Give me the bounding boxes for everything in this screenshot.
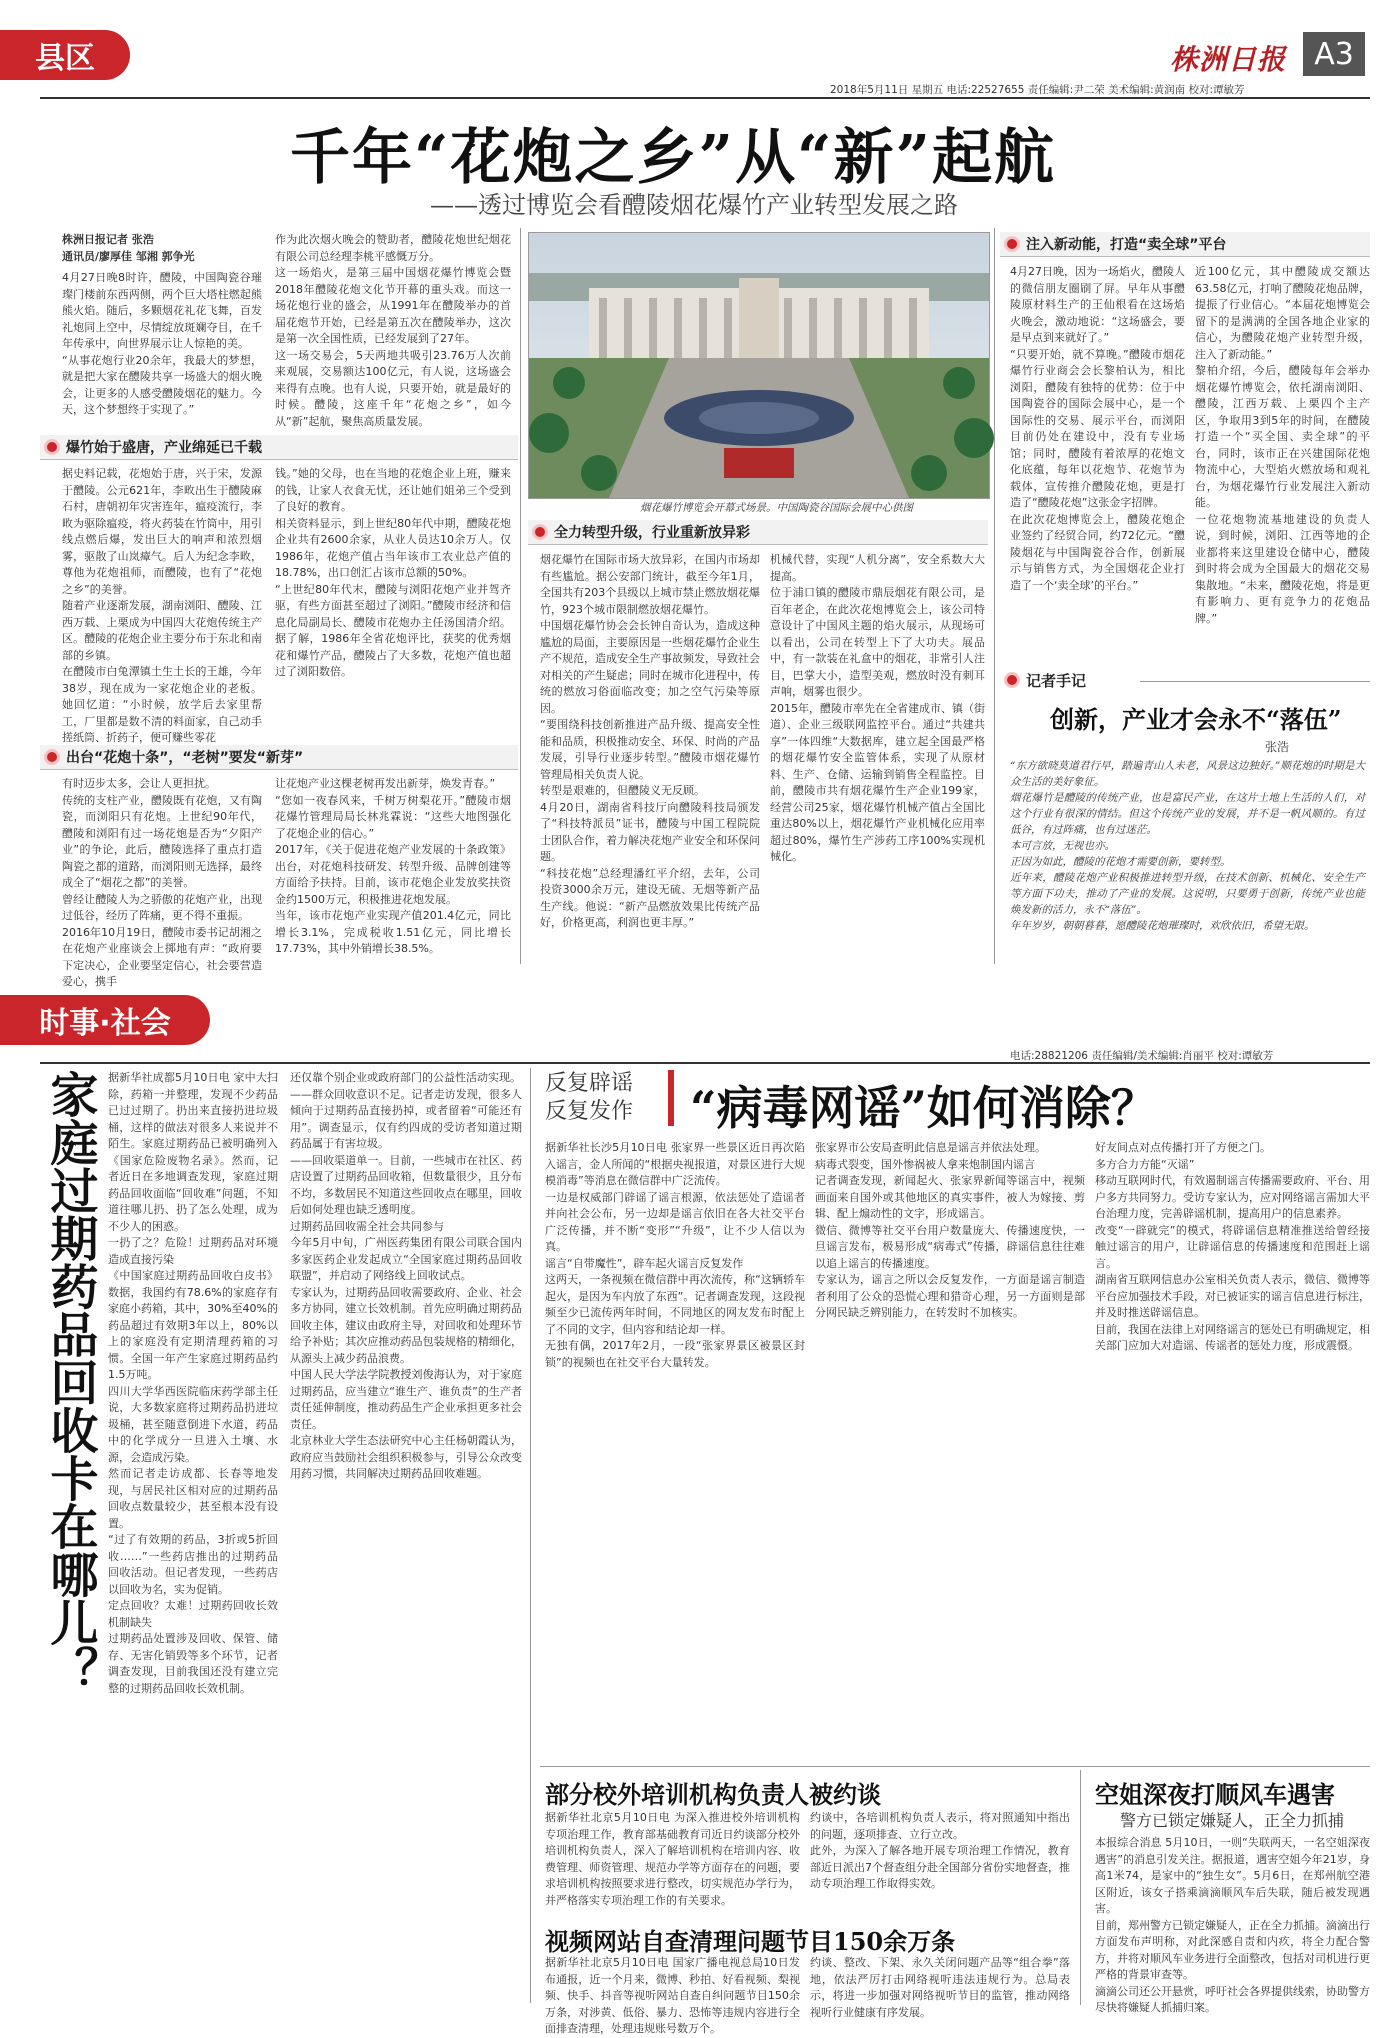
section-b-body-1: 有时迈步太多，会让人更担扰。 传统的支柱产业，醴陵既有花炮，又有陶瓷，而浏阳只有花炮。上世纪90年代，醴陵和浏阳有过一场花炮是否为“夕阳产业”的争论，此后，醴陵选择了重点打造陶瓷之都的道路，而浏阳则无选择，最终成全了“烟花之都”的美誉。 曾经让醴陵人为之骄傲的花炮产业，出现过低谷，经历了阵痛，更不得不重振。 2016年10月19日，醴陵市委书记胡湘之在花炮产业座谈会上掷地有声：“政府要下定决心，企业要坚定信心，社会要营造爱心，携手 [62, 777, 262, 988]
section-c-body-1: 烟花爆竹在国际市场大放异彩，在国内市场却有些尴尬。据公安部门统计，截至今年1月，全国共有203个县级以上城市禁止燃放烟花爆竹，923个城市限制燃放烟花爆竹。 中国烟花爆竹协会会长钟自奇认为，造成这种尴尬的局面，主要原因是一些烟花爆竹企业生产不规范，造成安全生产事故频发，导致社会对相关的产生疑虑；同时在城市化进程中，传统的燃放习俗面临改变；加之空气污染等原因。 “要围绕科技创新推进产品升级、提高安全性能和品质，积极推动安全、环保、时尚的产品发展，引导行业逐步转型。”醴陵市烟花爆竹管理局相关负责人说。 转型是艰难的，但醴陵义无反顾。 4月20日，湖南省科技厅向醴陵科技局颁发了“科技特派员”证书，醴陵与中国工程院院士团队合作，着力解决花炮产业安全和环保问题。 “科技花炮”总经理潘红平介绍，去年，公司投资3000余万元，建设无硫、无烟等新产品生产线。他说：“新产品燃放效果比传统产品好，价格更高，利润也更丰厚。” [540, 553, 760, 929]
rumor-body-2: 张家界市公安局查明此信息是谣言并依法处理。 病毒式裂变，国外惨祸被人拿来炮制国内谣言 记者调查发现，新闻起火、张家界新闻等谣言中，视频画面来自国外或其他地区的真实事件，被人为嫁接、剪辑、配上煽动性的文字，形成谣言。 微信、微博等社交平台用户数量庞大、传播速度快，一旦谣言发布，极易形成“病毒式”传播，辟谣信息往往难以追上谣言的传播速度。 专家认为，谣言之所以会反复发作，一方面是谣言制造者利用了公众的恐慌心理和猎奇心理，另一方面则是部分网民缺乏辨别能力，在转发时不加核实。 [815, 1141, 1085, 1319]
top-rule [40, 97, 1370, 99]
newspaper-brand: 株洲日报 [1170, 43, 1287, 76]
bullet-icon [1004, 236, 1020, 252]
flight-attendant-body: 本报综合消息 5月10日，一则“失联两天，一名空姐深夜遇害”的消息引发关注。据报道，遇害空姐今年21岁，身高1米74，是家中的“独生女”。5月6日，在郑州航空港区附近，该女子搭乘滴滴顺风车后失联，随后被发现遇害。 目前，郑州警方已锁定嫌疑人，正在全力抓捕。滴滴出行方面发布声明称，对此深感自责和内疚，将全力配合警方，并将对顺风车业务进行全面整改，包括对司机进行更严格的背景审查等。 滴滴公司还公开悬赏，呼吁社会各界提供线索，协助警方尽快将嫌疑人抓捕归案。 [1095, 1836, 1370, 2014]
tutoring-headline: 部分校外培训机构负责人被约谈 [545, 1780, 881, 1809]
section-e-body: 近100亿元，其中醴陵成交额达63.58亿元，打响了醴陵花炮品牌，提振了行业信心。“本届花炮博览会留下的是满满的全国各地企业家的信心，为醴陵花炮产业转型升级，注入了新动能。” 黎柏介绍，今后，醴陵每年会举办烟花爆竹博览会，依托湖南浏阳、醴陵，江西万载、上栗四个主产区，争取用3到5年的时间，在醴陵打造一个“买全国、卖全球”的平台，同时，该市正在兴建国际花炮物流中心，大型焰火燃放场和观礼台，为烟花爆竹行业发展注入新动能。 一位花炮物流基地建设的负责人说，到时候，浏阳、江西等地的企业都将来这里建设仓储中心，醴陵到时将会成为全国最大的烟花交易集散地。“未来，醴陵花炮，将是更有影响力、更有竞争力的花炮品牌。” [1195, 265, 1370, 625]
exhibition-photo-illustration [529, 233, 989, 498]
rumor-side-title: 反复辟谣 反复发作 [545, 1071, 634, 1124]
flight-attendant-headline: 空姐深夜打顺风车遇害 [1095, 1780, 1335, 1809]
mid-rule [40, 1062, 1370, 1064]
lead-subtitle: ——透过博览会看醴陵烟花爆竹产业转型发展之路 [430, 191, 958, 219]
drug-story-title: 家庭过期药品回收卡在哪儿？ [42, 1070, 98, 1694]
reporter-note-body: “东方欲晓莫道君行早，踏遍青山人未老，风景这边独好。”顺花炮的时期是大众生活的美好象征。 烟花爆竹是醴陵的传统产业，也是富民产业，在这片土地上生活的人们，对这个行业有很深的情结。但这个传统产业的发展，并不是一帆风顺的。有过低谷，有过阵痛，也有过迷茫。 本可言放，无视也亦。 正因为如此，醴陵的花炮才需要创新，要转型。 近年来，醴陵花炮产业积极推进转型升级，在技术创新、机械化、安全生产等方面下功夫，推动了产业的发展。这说明，只要勇于创新，传统产业也能焕发新的活力，永不“落伍”。 年年岁岁，朝朝暮暮，愿醴陵花炮璀璨时，欢欣依旧，希望无限。 [1010, 760, 1365, 932]
lead-photo [528, 232, 990, 499]
top-meta: 2018年5月11日 星期五 电话:22527655 责任编辑:尹二荣 美术编辑:黄润南 校对:谭敏芳 [830, 84, 1245, 96]
lead-body-1: 4月27日晚8时许，醴陵，中国陶瓷谷璀璨门楼前东西两侧，两个巨大塔柱燃起熊熊火焰。随后，多颗烟花礼花飞舞，百发礼炮同上空中，尽情绽放斑斓夺目，在千年传承中，向世界展示让人惊艳的美。 “从事花炮行业20余年，我最大的梦想，就是把大家在醴陵共享一场盛大的烟火晚会，让更多的人感受醴陵烟花的魅力。今天，这个梦想终于实现了。” [62, 271, 262, 416]
section-a-body-2: 钱。”她的父母，也在当地的花炮企业上班，赚来的钱，让家人衣食无忧，还让她们姐弟三个受到了良好的教育。 相关资料显示，到上世纪80年代中期，醴陵花炮企业共有2600余家，从业人员达10余万人。仅1986年，花炮产值占当年该市工农业总产值的18.78%，出口创汇占该市总额的50%。 “上世纪80年代末，醴陵与浏阳花炮产业并驾齐驱，有些方面甚至超过了浏阳。”醴陵市经济和信息化局副局长、醴陵市花炮办主任汤国清介绍。据了解，1986年全省花炮评比，获奖的优秀烟花和爆竹产品，醴陵占了大多数，花炮产值也超过了浏阳数倍。 [275, 467, 511, 678]
lead-photo-caption: 烟花爆竹博览会开幕式场景。中国陶瓷谷国际会展中心供图 [640, 502, 913, 514]
rumor-title-marker [668, 1070, 674, 1126]
lead-headline: 千年“花炮之乡”从“新”起航 [290, 123, 1057, 193]
section-d-header: 注入新动能，打造“卖全球”平台 [1000, 232, 1370, 257]
bullet-icon [44, 749, 60, 765]
section-tab-county [0, 30, 130, 80]
video-body-2: 约谈、整改、下架、永久关闭问题产品等“组合拳”落地，依法严厉打击网络视听违法违规行为。总局表示，将进一步加强对网络视听节目的监管，推动网络视听行业健康有序发展。 [810, 1956, 1070, 2019]
rumor-body-1: 据新华社长沙5月10日电 张家界一些景区近日再次陷入谣言，金人所闻的“根据央视报道，对景区进行大规模消毒”等消息在微信群中广泛流传。 一边是权威部门辟谣了谣言根源，依法惩处了造谣者并向社会公布，另一边却是谣言依旧在各大社交平台广泛传播，并不断“变形”“升级”，让不少人信以为真。 谣言“自带魔性”，辟车起火谣言反复发作 这两天，一条视频在微信群中再次流传，称“这辆轿车起火，是因为车内放了东西”。记者调查发现，这段视频至少已流传两年时间，不同地区的网友发布时配上了不同的文字，但内容和结论却一样。 无独有偶，2017年2月，一段“张家界景区被景区封锁”的视频也在社交平台大量转发。 [545, 1141, 805, 1369]
drug-story-body-1: 据新华社成都5月10日电 家中大扫除，药箱一并整理，发现不少药品已过过期了。扔出来直接扔进垃圾桶，这样的做法对很多人来说并不陌生。家庭过期药品已被明确列入《国家危险废物名录》。然而，记者近日在多地调查发现，家庭过期药品回收面临“回收难”问题，不知道往哪儿扔、扔了怎么处理，成为不少人的困惑。 一扔了之？危险！过期药品对环境造成直接污染 《中国家庭过期药品回收白皮书》数据，我国约有78.6%的家庭存有家庭小药箱，其中，30%至40%的药品超过有效期3年以上，80%以上的家庭没有定期清理药箱的习惯。全国一年产生家庭过期药品约1.5万吨。 四川大学华西医院临床药学部主任说，大多数家庭将过期药品扔进垃圾桶，甚至随意倒进下水道，药品中的化学成分一旦进入土壤、水源，会造成污染。 然而记者走访成都、长春等地发现，与居民社区相对应的过期药品回收点数量较少，甚至根本没有设置。 “过了有效期的药品，3折或5折回收……”一些药店推出的过期药品回收活动。但记者发现，一些药店以回收为名，实为促销。 定点回收？太难！过期药回收长效机制缺失 过期药品处置涉及回收、保管、储存、无害化销毁等多个环节，记者调查发现，目前我国还没有建立完整的过期药品回收长效机制。 [108, 1071, 278, 1695]
lead-byline: 株洲日报记者 张浩 通讯员/廖厚佳 邹湘 郭争光 [62, 233, 195, 263]
page-number: A3 [1303, 32, 1365, 76]
section-b-body-2: 让花炮产业这棵老树再发出新芽，焕发青春。” “您如一夜春风来，千树万树梨花开。”醴陵市烟花爆竹管理局局长林兆霖说：“这些大地图强化了花炮企业的信心。” 2017年，《关于促进花炮产业发展的十条政策》出台，对花炮科技研发、转型升级、品牌创建等方面给予扶持。目前，该市花炮企业发放奖扶资金约1500万元，积极推进花炮发展。 当年，该市花炮产业实现产值201.4亿元，同比增长3.1%，完成税收1.51亿元，同比增长17.73%，其中外销增长38.5%。 [275, 777, 511, 955]
section-a-body-1: 据史料记载，花炮始于唐，兴于宋，发源于醴陵。公元621年，李畋出生于醴陵麻石村，唐朝初年灾害连年，瘟疫流行，李畋为驱除瘟疫，将火药装在竹筒中，用引线点燃后爆，发出巨大的响声和浓烈烟雾，驱散了山岚瘴气。后人为纪念李畋，尊他为花炮祖师，而醴陵，也有了“花炮之乡”的美誉。 随着产业逐渐发展，湖南浏阳、醴陵、江西万载、上栗成为中国四大花炮传统主产区。醴陵的花炮企业主要分布于东北和南部的乡镇。 在醴陵市白兔潭镇土生土长的王雄，今年38岁，现在成为一家花炮企业的老板。她回忆道：“小时候，放学后去家里帮工，厂里都是数不清的料面家，自己动手搓纸筒、折药子，便可赚些零花 [62, 467, 262, 744]
section-c-header: 全力转型升级，行业重新放异彩 [528, 520, 988, 545]
bullet-icon [532, 524, 548, 540]
bullet-icon [44, 439, 60, 455]
section-a-header: 爆竹始于盛唐，产业绵延已千载 [40, 435, 518, 460]
reporter-note-author: 张浩 [1265, 740, 1290, 754]
reporter-note-header: 记者手记 [1000, 668, 1140, 692]
video-body-1: 据新华社北京5月10日电 国家广播电视总局10日发布通报，近一个月来，微博、秒拍、好看视频、梨视频、快手、抖音等视听网站自查自纠问题节目150余万条，对涉黄、低俗、暴力、恐怖等违规内容进行全面排查清理，处理违规账号数万个。 [545, 1956, 800, 2035]
section-tab-label: 县区 [35, 41, 95, 76]
tutoring-body-1: 据新华社北京5月10日电 为深入推进校外培训机构专项治理工作，教育部基础教育司近日约谈部分校外培训机构负责人，深入了解培训机构在培训内容、收费管理、师资管理、规范办学等方面存在的问题，要求培训机构按照要求进行整改，切实规范办学行为，并严格落实专项治理工作的有关要求。 [545, 1811, 800, 1907]
bullet-icon [1004, 672, 1020, 688]
col-divider [530, 1068, 531, 2003]
mid-meta: 电话:28821206 责任编辑/美术编辑:肖丽平 校对:谭敏芳 [1010, 1050, 1274, 1062]
note-rule [1140, 681, 1370, 682]
tutoring-body-2: 约谈中，各培训机构负责人表示，将对照通知中指出的问题，逐项排查、立行立改。 此外，为深入了解各地开展专项治理工作情况，教育部近日派出7个督查组分赴全国部分省份实地督查，推动专项治理工作取得实效。 [810, 1811, 1070, 1890]
rumor-body-3: 好友间点对点传播打开了方便之门。 多方合力方能“灭谣” 移动互联网时代，有效遏制谣言传播需要政府、平台、用户多方共同努力。受访专家认为，应对网络谣言需加大平台治理力度，完善辟谣机制，提高用户的信息素养。 改变“一辟就完”的模式，将辟谣信息精准推送给曾经接触过谣言的用户，让辟谣信息的传播速度和范围赶上谣言。 湖南省互联网信息办公室相关负责人表示，微信、微博等平台应加强技术手段，对已被证实的谣言信息进行标注，并及时推送辟谣信息。 目前，我国在法律上对网络谣言的惩处已有明确规定，相关部门应加大对造谣、传谣者的惩处力度，形成震慑。 [1095, 1141, 1370, 1352]
section-d-body: 4月27日晚，因为一场焰火，醴陵人的微信朋友圈刷了屏。早年从事醴陵原材料生产的王仙根看在这场焰火晚会，激动地说：“这场盛会，要是早点到来就好了。” “只要开始，就不算晚。”醴陵市烟花爆竹行业商会会长黎柏认为，相比浏阳，醴陵有独特的优势：位于中国陶瓷谷的国际会展中心，是一个国际性的交易、展示平台，而浏阳目前仍处在建设中，没有专业场馆；同时，醴陵有着浓厚的花炮文化底蕴，每年以花炮节、花炮节为载体，宣传推介醴陵花炮，更是打造了“醴陵花炮”这张金字招牌。 在此次花炮博览会上，醴陵花炮企业签约了经贸合同，约72亿元。“醴陵烟花与中国陶瓷谷合作，创新展示与销售方式，为全国烟花企业打造了一个‘卖全球’的平台。” [1010, 265, 1185, 592]
reporter-note-title: 创新，产业才会永不“落伍” [1050, 705, 1342, 734]
rumor-headline: “病毒网谣”如何消除？ [690, 1081, 1157, 1135]
col-divider [520, 228, 521, 964]
section-b-header: 出台“花炮十条”，“老树”要发“新芽” [40, 745, 518, 770]
section-c-body-2: 机械代替，实现“人机分离”，安全系数大大提高。 位于浦口镇的醴陵市鼎辰烟花有限公司，是百年老企，在此次花炮博览会上，该公司特意设计了中国风主题的焰火展示，从现场可以看出，公司在转型上下了大功夫。展品中，有一款装在礼盒中的烟花，非常引人注目，巴掌大小，造型美观，燃放时没有刺耳声响，烟雾也很少。 2015年，醴陵市率先在全省建成市、镇（街道）、企业三级联网监控平台。通过“共建共享”一体四维“大数据库，建立起全国最严格的烟花爆竹安全监管体系，实现了从原材料、生产、仓储、运输到销售全程监控。目前，醴陵市共有烟花爆竹生产企业199家，经营公司25家，烟花爆竹机械产值占全国比重达80%以上，烟花爆竹产业机械化应用率超过80%，爆竹生产涉药工序100%实现机械化。 [770, 553, 985, 863]
lead-body-2: 作为此次烟火晚会的赞助者，醴陵花炮世纪烟花有限公司总经理李桃平感慨万分。 这一场焰火，是第三届中国烟花爆竹博览会暨2018年醴陵花炮文化节开幕的重头戏。而这一场花炮行业的盛会，从1991年在醴陵举办的首届花炮节开始，已经是第五次在醴陵举办，这次是第一次全国性质，已经发展到了27年。 这一场交易会，5天两地共吸引23.76万人次前来观展，交易额达100亿元，有人说，这场盛会来得有点晚。也有人说，只要开始，就是最好的时候。醴陵，这座千年“花炮之乡”，如今从“新”起航，聚焦高质量发展。 [275, 233, 511, 428]
section-tab-news: 时事·社会 [0, 995, 210, 1045]
video-headline: 视频网站自查清理问题节目150余万条 [545, 1927, 956, 1956]
drug-story-body-2: 还仅靠个别企业或政府部门的公益性活动实现。 ——群众回收意识不足。记者走访发现，很多人倾向于过期药品直接扔掉，或者留着“可能还有用”。调查显示，仅有约四成的受访者知道过期药品属于有害垃圾。 ——回收渠道单一。目前，一些城市在社区、药店设置了过期药品回收箱，但数量很少，且分布不均，多数居民不知道这些回收点在哪里，回收后如何处理也缺乏透明度。 过期药品回收需全社会共同参与 今年5月中旬，广州医药集团有限公司联合国内多家医药企业发起成立“全国家庭过期药品回收联盟”，并启动了网络线上回收试点。 专家认为，过期药品回收需要政府、企业、社会多方协同，建立长效机制。首先应明确过期药品回收主体，建议由政府主导，对回收和处理环节给予补贴；其次应推动药品包装规格的精细化，从源头上减少药品浪费。 中国人民大学法学院教授刘俊海认为，对于家庭过期药品，应当建立“谁生产、谁负责”的生产者责任延伸制度，推动药品生产企业承担更多社会责任。 北京林业大学生态法研究中心主任杨朝霞认为，政府应当鼓励社会组织积极参与，引导公众改变用药习惯，共同解决过期药品回收难题。 [290, 1071, 522, 1480]
flight-attendant-subhead: 警方已锁定嫌疑人，正全力抓捕 [1120, 1811, 1345, 1830]
col-divider [994, 228, 995, 964]
rumor-bottom-rule [540, 1766, 1370, 1767]
col-divider [1080, 1770, 1081, 2005]
